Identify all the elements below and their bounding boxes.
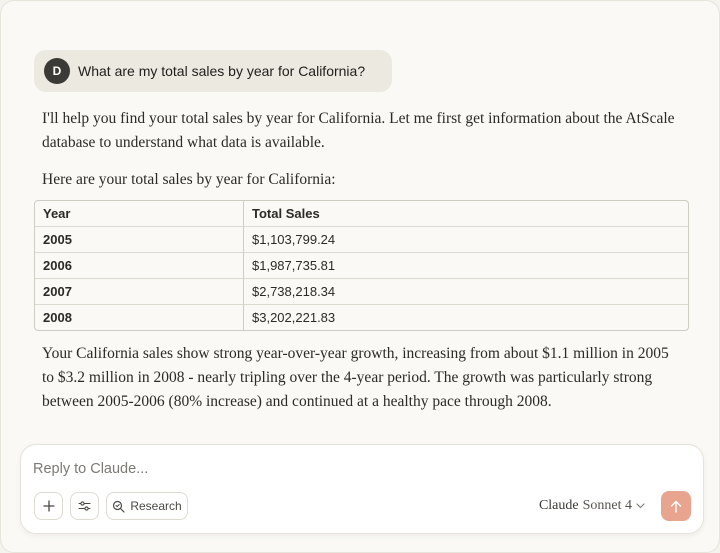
user-message-text: What are my total sales by year for California? (78, 63, 366, 79)
chevron-down-icon (636, 503, 645, 509)
model-name: Claude (538, 498, 579, 513)
sales-cell: $3,202,221.83 (252, 310, 336, 325)
add-button[interactable] (34, 492, 63, 520)
composer (20, 444, 704, 534)
assistant-lead: Here are your total sales by year for California: (42, 171, 336, 188)
sales-table (34, 200, 689, 331)
user-message (34, 50, 392, 92)
year-cell: 2006 (35, 253, 244, 279)
table-row (35, 227, 688, 253)
table-row (35, 279, 688, 305)
year-cell: 2005 (35, 227, 244, 253)
model-version: Sonnet 4 (582, 498, 632, 513)
sales-cell: $1,987,735.81 (244, 253, 688, 279)
send-button[interactable] (661, 491, 691, 521)
column-header-year: Year (35, 201, 244, 227)
column-header-total-sales: Total Sales (244, 201, 688, 227)
year-cell: 2007 (35, 279, 244, 305)
table-row (35, 253, 688, 279)
sales-cell: $2,738,218.34 (244, 279, 688, 305)
assistant-summary: Your California sales show strong year-over-year growth, increasing from about $1.1 million in 2005 to $3.2 million in 2008 - nearly tripling over the 4-year period. The growth was particularly strong between 2005-2006 (80% increase) and continued at a healthy pace through 2008. (42, 345, 669, 410)
assistant-intro: I'll help you find your total sales by year for California. Let me first get information about the AtScale database to understand what data is available. (42, 110, 675, 151)
reply-input[interactable] (33, 458, 633, 480)
search-icon (112, 500, 125, 513)
plus-icon (43, 500, 55, 512)
year-cell: 2008 (35, 305, 244, 330)
table-header-row (35, 201, 688, 227)
research-label: Research (130, 499, 182, 513)
arrow-up-icon (670, 500, 682, 513)
sliders-icon (78, 500, 91, 512)
research-button[interactable] (106, 492, 188, 520)
model-selector[interactable] (539, 498, 645, 514)
tools-button[interactable] (70, 492, 99, 520)
avatar: D (44, 58, 70, 84)
table-row (35, 305, 688, 330)
sales-cell: $1,103,799.24 (244, 227, 688, 253)
